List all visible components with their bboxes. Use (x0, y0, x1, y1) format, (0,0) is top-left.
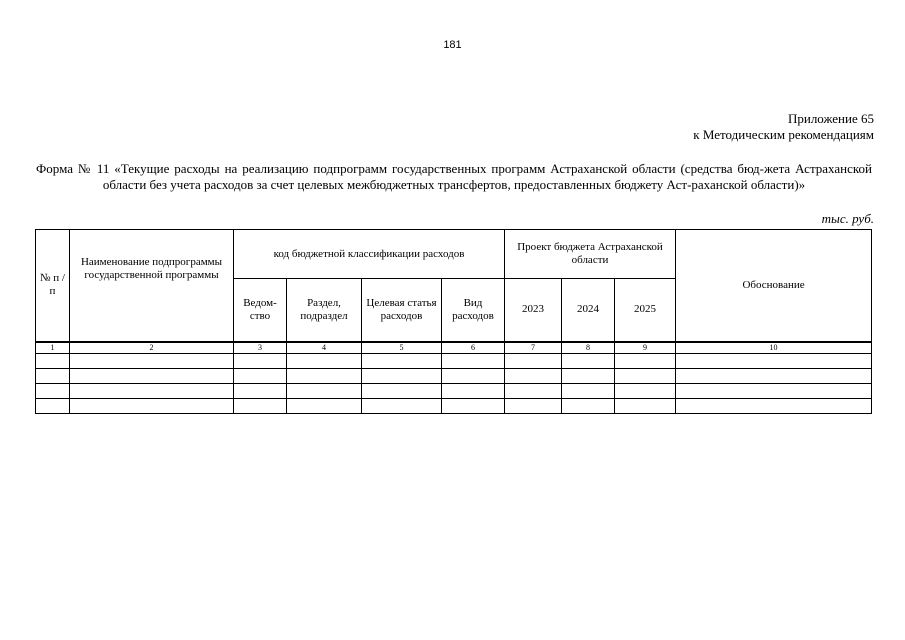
header-year-3: 2025 (615, 279, 676, 342)
column-number-row (36, 342, 872, 354)
form-title: Форма № 11 «Текущие расходы на реализацию подпрограмм государственных программ Астраханской области (средства бюд-жета Астраханской области без учета расходов за счет целевых межбюджетных трансфертов, предоставленных бюджету Аст-раханской области)» (36, 161, 872, 192)
table-cell (615, 398, 676, 413)
table-cell (70, 398, 234, 413)
table-cell (234, 398, 287, 413)
header-code-group: код бюджетной классификации расходов (234, 230, 505, 279)
table-row (36, 398, 872, 413)
table-cell (287, 353, 362, 368)
page-number: 181 (443, 39, 462, 51)
table-cell (70, 353, 234, 368)
table-cell (234, 368, 287, 383)
table-cell (234, 353, 287, 368)
table-cell (505, 353, 562, 368)
table-cell (615, 368, 676, 383)
table-cell (676, 368, 872, 383)
column-number: 2 (70, 342, 234, 354)
table-cell (562, 353, 615, 368)
units-label: тыс. руб. (821, 211, 874, 226)
header-department: Ведом-ство (234, 279, 287, 342)
table-cell (562, 383, 615, 398)
table-cell (36, 383, 70, 398)
table-cell (562, 368, 615, 383)
budget-table (35, 229, 872, 414)
table-cell (442, 383, 505, 398)
table-cell (505, 383, 562, 398)
table-cell (676, 383, 872, 398)
column-number: 1 (36, 342, 70, 354)
header-section: Раздел, подраздел (287, 279, 362, 342)
table-cell (362, 383, 442, 398)
table-cell (442, 353, 505, 368)
column-number: 4 (287, 342, 362, 354)
header-num: № п /п (36, 230, 70, 342)
column-number: 10 (676, 342, 872, 354)
column-number: 9 (615, 342, 676, 354)
header-budget-group: Проект бюджета Астраханской области (505, 230, 676, 279)
header-justification: Обоснование (676, 230, 872, 342)
table-cell (36, 368, 70, 383)
table-cell (287, 368, 362, 383)
table-cell (362, 353, 442, 368)
table-cell (36, 398, 70, 413)
header-target: Целевая статья расходов (362, 279, 442, 342)
header-expense-type: Вид расходов (442, 279, 505, 342)
table-row (36, 383, 872, 398)
table-cell (442, 368, 505, 383)
table-cell (676, 353, 872, 368)
table-cell (36, 353, 70, 368)
table-cell (562, 398, 615, 413)
table-cell (70, 368, 234, 383)
table-cell (615, 353, 676, 368)
table-row (36, 368, 872, 383)
appendix-reference (693, 111, 874, 143)
header-year-1: 2023 (505, 279, 562, 342)
table-cell (505, 368, 562, 383)
table-cell (362, 398, 442, 413)
column-number: 5 (362, 342, 442, 354)
column-number: 3 (234, 342, 287, 354)
header-name: Наименование подпрограммы государственной программы (70, 230, 234, 342)
table-cell (615, 383, 676, 398)
table-cell (234, 383, 287, 398)
column-number: 7 (505, 342, 562, 354)
table-cell (287, 398, 362, 413)
table-cell (287, 383, 362, 398)
table-cell (70, 383, 234, 398)
column-number: 8 (562, 342, 615, 354)
table-cell (362, 368, 442, 383)
table-cell (676, 398, 872, 413)
appendix-line-2: к Методическим рекомендациям (693, 127, 874, 142)
table-row (36, 353, 872, 368)
appendix-line-1: Приложение 65 (787, 111, 874, 126)
header-year-2: 2024 (562, 279, 615, 342)
column-number: 6 (442, 342, 505, 354)
table-cell (442, 398, 505, 413)
table-cell (505, 398, 562, 413)
header-row-1 (36, 230, 872, 279)
